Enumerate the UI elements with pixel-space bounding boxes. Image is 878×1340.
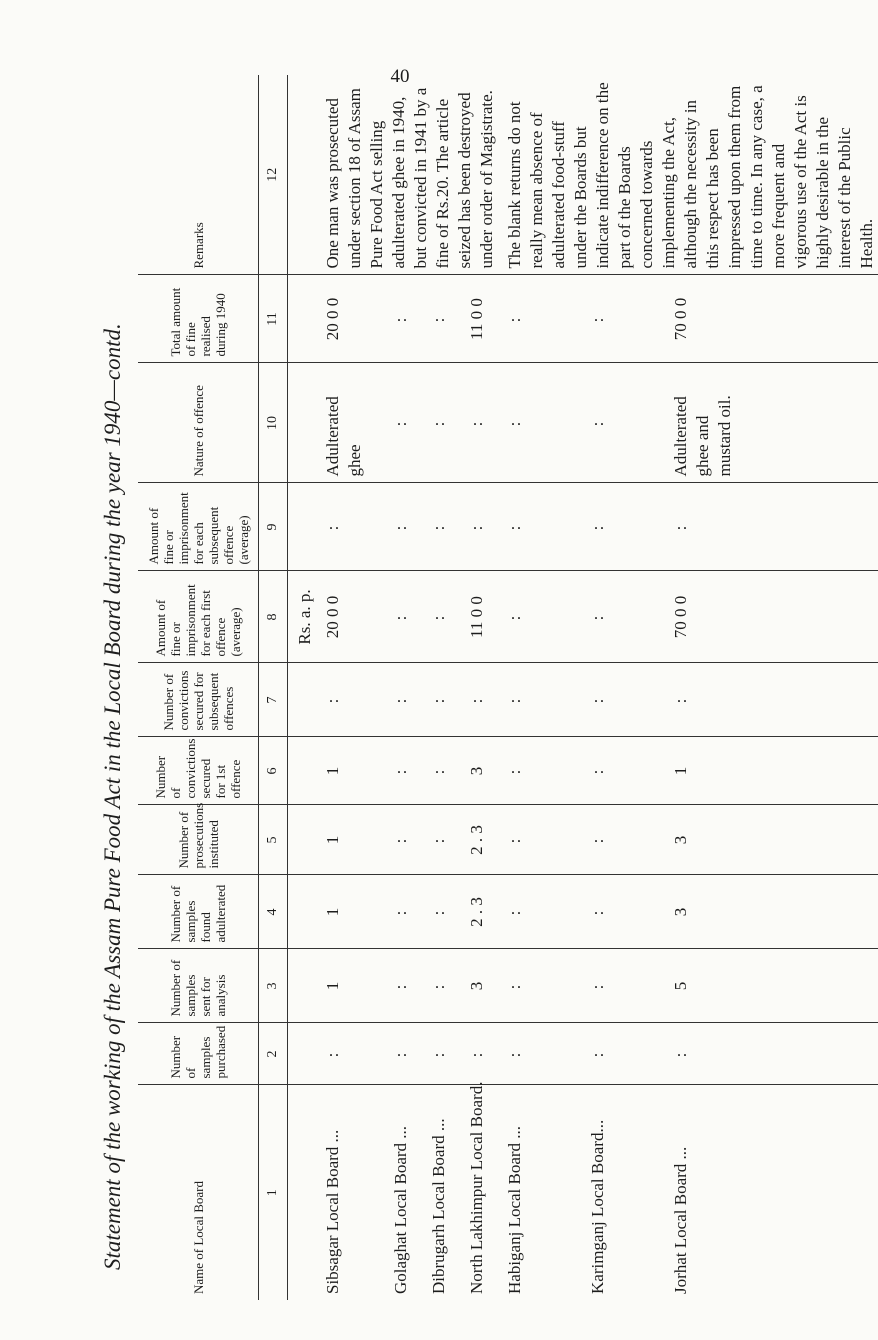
samples-purchased: : [460, 1023, 498, 1085]
column-number: 12 [259, 75, 288, 275]
convictions-subsequent: : [460, 663, 498, 737]
prosecutions: : [498, 805, 581, 875]
convictions-first: 1 [664, 737, 878, 805]
fine-realised: 20 0 0 [316, 275, 384, 363]
column-header: Number of convictions secured for subsequent offences [138, 663, 259, 737]
board-name: North Lakhimpur Local Board. [466, 1081, 486, 1294]
fine-first: 70 0 0 [664, 571, 878, 663]
fine-subsequent: : [460, 483, 498, 571]
board-name: Golaghat Local Board ... [390, 1125, 410, 1294]
samples-purchased: : [422, 1023, 460, 1085]
prosecutions: 1 [316, 805, 384, 875]
prosecutions: : [384, 805, 422, 875]
samples-purchased: : [664, 1023, 878, 1085]
column-header: Total amount of fine realised during 1940 [138, 275, 259, 363]
column-number: 6 [259, 737, 288, 805]
fine-realised: : [581, 275, 664, 363]
column-header: Amount of fine or imprisonment for each subsequent offence (average) [138, 483, 259, 571]
column-number: 4 [259, 875, 288, 949]
samples-adulterated: : [384, 875, 422, 949]
currency-header: Rs. a. p. [288, 571, 317, 663]
column-number-row [259, 75, 288, 1300]
samples-adulterated: 1 [316, 875, 384, 949]
fine-subsequent: : [498, 483, 581, 571]
nature-of-offence: : [498, 363, 581, 483]
fine-first: 11 0 0 [460, 571, 498, 663]
fine-realised: : [422, 275, 460, 363]
column-number: 10 [259, 363, 288, 483]
statement-table [138, 75, 878, 1300]
column-header: Number of samples sent for analysis [138, 949, 259, 1023]
convictions-first: 1 [316, 737, 384, 805]
column-number: 1 [259, 1085, 288, 1300]
page-number: 40 [390, 66, 410, 87]
fine-subsequent: : [581, 483, 664, 571]
fine-realised: 11 0 0 [460, 275, 498, 363]
convictions-subsequent: : [581, 663, 664, 737]
convictions-first: : [581, 737, 664, 805]
column-number: 5 [259, 805, 288, 875]
convictions-subsequent: : [384, 663, 422, 737]
nature-of-offence: : [460, 363, 498, 483]
samples-purchased: : [316, 1023, 384, 1085]
samples-purchased: : [498, 1023, 581, 1085]
fine-subsequent: : [384, 483, 422, 571]
board-name: Karimganj Local Board... [588, 1119, 608, 1294]
fine-subsequent: : [664, 483, 878, 571]
samples-purchased: : [581, 1023, 664, 1085]
fine-realised: : [498, 275, 581, 363]
fine-subsequent: : [422, 483, 460, 571]
column-header: Amount of fine or imprisonment for each first offence (average) [138, 571, 259, 663]
convictions-first: : [384, 737, 422, 805]
column-header: Number of prosecutions instituted [138, 805, 259, 875]
nature-of-offence: Adulterated ghee and mustard oil. [664, 363, 878, 483]
board-name: Dibrugarh Local Board ... [428, 1118, 448, 1294]
samples-sent: : [581, 949, 664, 1023]
convictions-first: : [498, 737, 581, 805]
samples-sent: : [498, 949, 581, 1023]
samples-sent: : [422, 949, 460, 1023]
prosecutions: : [422, 805, 460, 875]
remarks: One man was prosecuted under section 18 of Assam Pure Food Act selling adulterated ghee in 1940, but convicted in 1941 by a fine of Rs.20. The article seized has been destroyed under order of Magistrate. [316, 75, 498, 275]
column-number: 11 [259, 275, 288, 363]
samples-adulterated: : [498, 875, 581, 949]
currency-row [288, 75, 317, 1300]
fine-subsequent: : [316, 483, 384, 571]
column-number: 9 [259, 483, 288, 571]
column-header: Nature of offence [138, 363, 259, 483]
samples-purchased: : [384, 1023, 422, 1085]
board-name: Habiganj Local Board ... [505, 1125, 524, 1294]
samples-sent: 5 [664, 949, 878, 1023]
nature-of-offence: Adulterated ghee [316, 363, 384, 483]
column-header: Number of convictions secured for 1st offence [138, 737, 259, 805]
nature-of-offence: : [581, 363, 664, 483]
remarks: The blank returns do not really mean absence of adulterated food-stuff under the Boards but indicate indifference on the part of the Boards concerned towards implementing the Act, although the necessity in this respect has been impressed upon them from time to time. In any case, a more frequent and vigorous use of the Act is highly desirable in the interest of the Public Health. [498, 75, 878, 275]
fine-realised: : [384, 275, 422, 363]
column-header: Number of samples found adulterated [138, 875, 259, 949]
convictions-first: : [422, 737, 460, 805]
convictions-subsequent: : [316, 663, 384, 737]
nature-of-offence: : [384, 363, 422, 483]
table-row [498, 75, 581, 1300]
board-name: Jorhat Local Board ... [671, 1146, 691, 1294]
column-number: 3 [259, 949, 288, 1023]
page-title: Statement of the working of the Assam Pure Food Act in the Local Board during the year 1940—contd. [100, 323, 125, 1270]
column-number: 8 [259, 571, 288, 663]
samples-sent: 3 [460, 949, 498, 1023]
header-row [138, 75, 259, 1300]
convictions-subsequent: : [664, 663, 878, 737]
fine-first: : [384, 571, 422, 663]
column-number: 2 [259, 1023, 288, 1085]
samples-adulterated: 2 . 3 [460, 875, 498, 949]
convictions-first: 3 [460, 737, 498, 805]
fine-first: : [422, 571, 460, 663]
prosecutions: 3 [664, 805, 878, 875]
samples-sent: : [384, 949, 422, 1023]
convictions-subsequent: : [498, 663, 581, 737]
rotated-table-frame [90, 82, 876, 1300]
board-name: Sibsagar Local Board ... [323, 1129, 342, 1294]
fine-first: : [581, 571, 664, 663]
column-header: Name of Local Board [190, 1181, 206, 1294]
fine-realised: 70 0 0 [664, 275, 878, 363]
table-row [316, 75, 384, 1300]
samples-sent: 1 [316, 949, 384, 1023]
nature-of-offence: : [422, 363, 460, 483]
samples-adulterated: 3 [664, 875, 878, 949]
fine-first: : [498, 571, 581, 663]
samples-adulterated: : [422, 875, 460, 949]
samples-adulterated: : [581, 875, 664, 949]
column-number: 7 [259, 663, 288, 737]
prosecutions: : [581, 805, 664, 875]
convictions-subsequent: : [422, 663, 460, 737]
column-header: Remarks [138, 75, 259, 275]
column-header: Number of samples purchased [138, 1023, 259, 1085]
prosecutions: 2 . 3 [460, 805, 498, 875]
fine-first: 20 0 0 [316, 571, 384, 663]
